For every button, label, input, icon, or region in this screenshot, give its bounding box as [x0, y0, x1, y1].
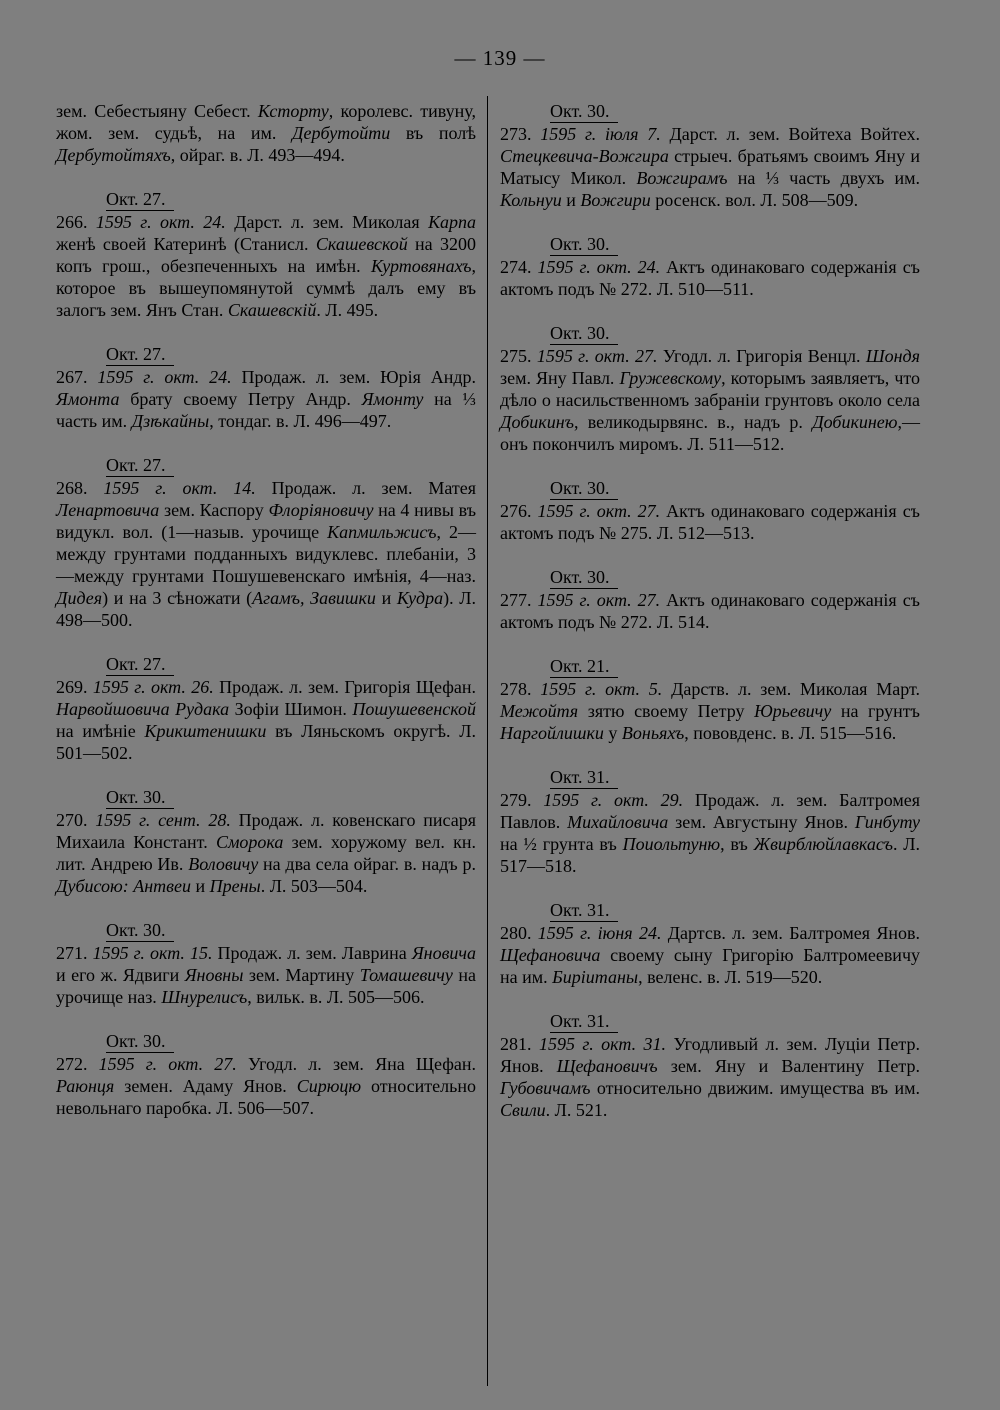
text-run: зятю своему Петру: [578, 701, 755, 721]
italic-text: Карпа: [428, 212, 477, 232]
italic-text: Ямонту: [361, 389, 424, 409]
italic-text: Гинбуту: [854, 812, 921, 832]
entry-date: Окт. 27.: [106, 454, 174, 477]
text-run: Актъ одинаковаго содержанія съ актомъ подъ № 272. Л. 510—511.: [500, 257, 920, 299]
register-entry: [500, 233, 920, 300]
text-run: 273.: [500, 124, 541, 144]
text-run: зем. Яну и Валентину Петр.: [657, 1056, 920, 1076]
entry-date: Окт. 30.: [550, 566, 618, 589]
italic-text: Кудра: [396, 588, 444, 608]
text-run: 275.: [500, 346, 537, 366]
text-run: 267.: [56, 367, 98, 387]
italic-text: Добикинею: [812, 412, 898, 432]
text-run: на ½ грунта въ: [500, 834, 623, 854]
text-run: земен. Адаму Янов.: [114, 1076, 297, 1096]
text-run: ,—онъ покончилъ миромъ. Л. 511—512.: [500, 412, 920, 454]
text-run: на урочище наз.: [56, 965, 476, 1007]
text-run: 277.: [500, 590, 538, 610]
italic-text: Флоріяновичу: [268, 500, 374, 520]
text-run: 276.: [500, 501, 538, 521]
entry-date: Окт. 30.: [106, 919, 174, 942]
register-entry: [500, 1010, 920, 1121]
text-run: Актъ одинаковаго содержанія съ актомъ подъ № 275. Л. 512—513.: [500, 501, 920, 543]
register-entry: [56, 919, 476, 1008]
entry-date: Окт. 31.: [550, 1010, 618, 1033]
italic-text: 1595 г. окт. 5.: [540, 679, 663, 699]
page-number: — 139 —: [454, 46, 546, 70]
text-run: зем. Себестыяну Себест.: [56, 101, 258, 121]
register-entry: [500, 477, 920, 544]
text-run: 272.: [56, 1054, 99, 1074]
italic-text: Воньяхъ: [621, 723, 685, 743]
text-run: Дарст. л. зем. Войтеха Войтех.: [660, 124, 920, 144]
text-run: 279.: [500, 790, 544, 810]
text-run: брату своему Петру Андр.: [119, 389, 362, 409]
register-entry: [56, 343, 476, 432]
text-run: Актъ одинаковаго содержанія съ актомъ подъ № 272. Л. 514.: [500, 590, 920, 632]
text-run: 274.: [500, 257, 538, 277]
italic-text: Ямонта: [56, 389, 120, 409]
italic-text: Кольнуи: [500, 190, 562, 210]
entry-text: [56, 211, 476, 321]
text-run: 268.: [56, 478, 104, 498]
text-run: 266.: [56, 212, 96, 232]
italic-text: Добикинъ: [500, 412, 574, 432]
italic-text: Ксторту: [257, 101, 329, 121]
entry-date: Окт. 30.: [550, 322, 618, 345]
entry-text: [500, 123, 920, 211]
entry-date: Окт. 30.: [550, 233, 618, 256]
text-run: Дартсв. л. зем. Балтромея Янов.: [661, 923, 920, 943]
text-run: 271.: [56, 943, 93, 963]
text-run: , королевс. тивуну, жом. зем. судьѣ, на им.: [56, 101, 476, 143]
italic-text: Дербутойти: [292, 123, 391, 143]
entry-date: Окт. 30.: [550, 100, 618, 123]
italic-text: Дидея: [56, 588, 103, 608]
italic-text: Раюнця: [56, 1076, 115, 1096]
text-run: , вильк. в. Л. 505—506.: [247, 987, 425, 1007]
italic-text: Шнурелисъ: [161, 987, 248, 1007]
italic-text: 1595 г. окт. 26.: [92, 677, 214, 697]
text-run: зем. Каспору: [159, 500, 269, 520]
register-entry: [500, 322, 920, 455]
italic-text: 1595 г. окт. 24.: [95, 212, 226, 232]
right-column: [500, 100, 920, 1143]
text-run: на имѣніе: [56, 721, 145, 741]
text-run: Продаж. л. зем. Григорія Щефан.: [213, 677, 477, 697]
entry-text: [56, 676, 476, 764]
text-run: 270.: [56, 810, 96, 830]
register-entry: [56, 786, 476, 897]
entry-text: [56, 809, 476, 897]
entry-text: [56, 366, 476, 432]
italic-text: 1595 г. окт. 14.: [103, 478, 256, 498]
italic-text: Губовичамъ: [500, 1078, 591, 1098]
italic-text: 1595 г. окт. 24.: [537, 257, 661, 277]
text-run: на ⅓ часть им.: [56, 389, 476, 431]
text-run: , въ: [720, 834, 754, 854]
left-entries: [56, 188, 476, 1119]
italic-text: Юрьевичу: [754, 701, 832, 721]
italic-text: 1595 г. сент. 28.: [95, 810, 231, 830]
entry-date: Окт. 30.: [106, 1030, 174, 1053]
entry-text: [500, 678, 920, 744]
text-run: стрыеч. братьямъ своимъ Яну и Матысу Микол.: [500, 146, 920, 188]
entry-date: Окт. 21.: [550, 655, 618, 678]
register-entry: [500, 100, 920, 211]
text-run: въ Ляньскомъ округѣ. Л. 501—502.: [56, 721, 476, 763]
left-column: [56, 100, 476, 1141]
text-run: Угодл. л. зем. Яна Щефан.: [236, 1054, 477, 1074]
italic-text: Щефановича: [500, 945, 601, 965]
italic-text: Яновича: [411, 943, 477, 963]
italic-text: Агамъ, Завишки: [252, 588, 376, 608]
italic-text: 1595 г. іюля 7.: [540, 124, 661, 144]
text-run: на два села ойраг. в. надъ р.: [258, 854, 476, 874]
text-run: 278.: [500, 679, 541, 699]
text-run: , которое въ вышеупомянутой суммѣ далъ ему въ залогъ зем. Янъ Стан.: [56, 256, 476, 320]
entry-text: [56, 477, 476, 631]
text-run: Зофіи Шимон.: [229, 699, 353, 719]
italic-text: Крикштенишки: [144, 721, 267, 741]
entry-date: Окт. 30.: [550, 477, 618, 500]
text-run: . Л. 521.: [545, 1100, 608, 1120]
text-run: Продаж. л. зем. Юрія Андр.: [231, 367, 477, 387]
entry-text: [500, 500, 920, 544]
italic-text: Прены: [209, 876, 261, 896]
italic-text: 1595 г. окт. 29.: [543, 790, 684, 810]
text-run: 280.: [500, 923, 538, 943]
text-run: у: [603, 723, 622, 743]
italic-text: Томашевичу: [359, 965, 453, 985]
text-run: зем. Яну Павл.: [500, 368, 620, 388]
text-run: зем. Августыну Янов.: [668, 812, 855, 832]
entry-date: Окт. 30.: [106, 786, 174, 809]
text-run: . Л. 503—504.: [260, 876, 368, 896]
italic-text: Куртовянахъ: [371, 256, 472, 276]
entry-text: [500, 345, 920, 455]
text-run: относительно невольнаго паробка. Л. 506—507.: [56, 1076, 476, 1118]
text-run: ) и на 3 сѣножати (: [102, 588, 253, 608]
italic-text: Воловичу: [188, 854, 259, 874]
italic-text: Дзѣкайны: [131, 411, 210, 431]
italic-text: 1595 г. окт. 27.: [536, 346, 658, 366]
italic-text: Стецкевича-Вожгира: [500, 146, 669, 166]
entry-date: Окт. 27.: [106, 653, 174, 676]
text-run: , которымъ заявляетъ, что дѣло о насильственномъ забраніи грунтовъ около села: [500, 368, 920, 410]
right-entries: [500, 100, 920, 1121]
text-run: росенск. вол. Л. 508—509.: [650, 190, 859, 210]
italic-text: 1595 г. окт. 27.: [537, 501, 661, 521]
text-run: Угодливый л. зем. Луціи Петр. Янов.: [500, 1034, 921, 1076]
text-run: на 3200 копъ грош., обезпеченныхъ на имѣн.: [56, 234, 476, 276]
text-run: , тондаг. в. Л. 496—497.: [209, 411, 392, 431]
text-run: , пововденс. в. Л. 515—516.: [684, 723, 897, 743]
register-entry: [56, 454, 476, 631]
italic-text: Поиольтуню: [622, 834, 721, 854]
italic-text: Нарвойшовича Рудака: [56, 699, 230, 719]
text-run: относительно движим. имущества въ им.: [590, 1078, 920, 1098]
text-run: и: [190, 876, 210, 896]
text-run: 281.: [500, 1034, 539, 1054]
text-run: Угодл. л. Григорія Венцл.: [657, 346, 866, 366]
text-run: Продаж. л. зем. Балтромея Павлов.: [500, 790, 921, 832]
italic-text: Гружевскому: [619, 368, 722, 388]
text-run: и: [561, 190, 581, 210]
italic-text: 1595 г. окт. 27.: [537, 590, 661, 610]
entry-date: Окт. 31.: [550, 766, 618, 789]
register-entry: [500, 899, 920, 988]
text-run: на ⅓ часть двухъ им.: [727, 168, 920, 188]
italic-text: Пошушевенской: [352, 699, 476, 719]
text-run: въ полѣ: [390, 123, 476, 143]
text-run: Дарств. л. зем. Миколая Март.: [662, 679, 921, 699]
italic-text: 1595 г. окт. 27.: [98, 1054, 237, 1074]
italic-text: 1595 г. окт. 24.: [97, 367, 232, 387]
entry-text: [500, 589, 920, 633]
entry-text: [500, 922, 920, 988]
entry-date: Окт. 27.: [106, 343, 174, 366]
italic-text: Дербутойтяхъ: [56, 145, 171, 165]
register-entry: [56, 188, 476, 321]
italic-text: Капмильжисъ: [327, 522, 437, 542]
entry-text: [56, 1053, 476, 1119]
register-entry: [56, 1030, 476, 1119]
continuation-text: [56, 100, 476, 166]
italic-text: Сирюцю: [296, 1076, 362, 1096]
text-run: Продаж. л. зем. Матея: [255, 478, 477, 498]
italic-text: 1595 г. окт. 31.: [538, 1034, 667, 1054]
text-run: Дарст. л. зем. Миколая: [225, 212, 429, 232]
text-run: и его ж. Ядвиги: [56, 965, 185, 985]
italic-text: Скашевскій: [227, 300, 317, 320]
italic-text: Щефановичъ: [556, 1056, 658, 1076]
text-run: Продаж. л. ковенскаго писаря Михаила Констант.: [56, 810, 476, 852]
italic-text: 1595 г. іюня 24.: [537, 923, 662, 943]
entry-date: Окт. 27.: [106, 188, 174, 211]
italic-text: Вожгирамъ: [636, 168, 728, 188]
text-run: ). Л. 498—500.: [56, 588, 477, 630]
text-run: , 2—между грунтами подданныхъ видуклевс. плебаніи, 3—между грунтами Пошушевенскаго имѣнія, 4—наз.: [56, 522, 476, 586]
text-run: , великодырвянс. в., надъ р.: [573, 412, 813, 432]
italic-text: Жвирблюйлавкасъ: [753, 834, 893, 854]
italic-text: 1595 г. окт. 15.: [92, 943, 213, 963]
register-entry: [56, 653, 476, 764]
text-run: зем. хоружому вел. кн. лит. Андрею Ив.: [56, 832, 476, 874]
text-run: . Л. 495.: [316, 300, 379, 320]
text-run: зем. Мартину: [243, 965, 360, 985]
italic-text: Свили: [500, 1100, 546, 1120]
italic-text: Дубисою: Антвеи: [56, 876, 191, 896]
register-entry: [500, 655, 920, 744]
italic-text: Ленартовича: [56, 500, 160, 520]
text-run: , ойраг. в. Л. 493—494.: [170, 145, 345, 165]
register-entry: [500, 566, 920, 633]
text-run: , веленс. в. Л. 519—520.: [638, 967, 823, 987]
text-run: Продаж. л. зем. Лаврина: [212, 943, 412, 963]
entry-text: [500, 1033, 920, 1121]
italic-text: Яновны: [184, 965, 244, 985]
text-run: женѣ своей Катеринѣ (Станисл.: [56, 234, 316, 254]
italic-text: Наргойлишки: [500, 723, 604, 743]
italic-text: Вожгири: [580, 190, 651, 210]
italic-text: Михайловича: [567, 812, 669, 832]
entry-text: [56, 942, 476, 1008]
text-run: и: [375, 588, 397, 608]
text-run: своему сыну Григорію Балтромеевичу на им.: [500, 945, 920, 987]
entry-text: [500, 256, 920, 300]
text-run: . Л. 517—518.: [500, 834, 921, 876]
text-run: 269.: [56, 677, 93, 697]
text-run: на 4 нивы въ видукл. вол. (1—назыв. урочище: [56, 500, 476, 542]
italic-text: Скашевской: [315, 234, 408, 254]
text-run: на грунтъ: [831, 701, 920, 721]
italic-text: Биріитаны: [552, 967, 639, 987]
register-entry: [500, 766, 920, 877]
italic-text: Межойтя: [500, 701, 579, 721]
italic-text: Сморока: [215, 832, 284, 852]
entry-date: Окт. 31.: [550, 899, 618, 922]
entry-text: [500, 789, 920, 877]
italic-text: Шондя: [865, 346, 920, 366]
column-divider: [487, 96, 488, 1386]
